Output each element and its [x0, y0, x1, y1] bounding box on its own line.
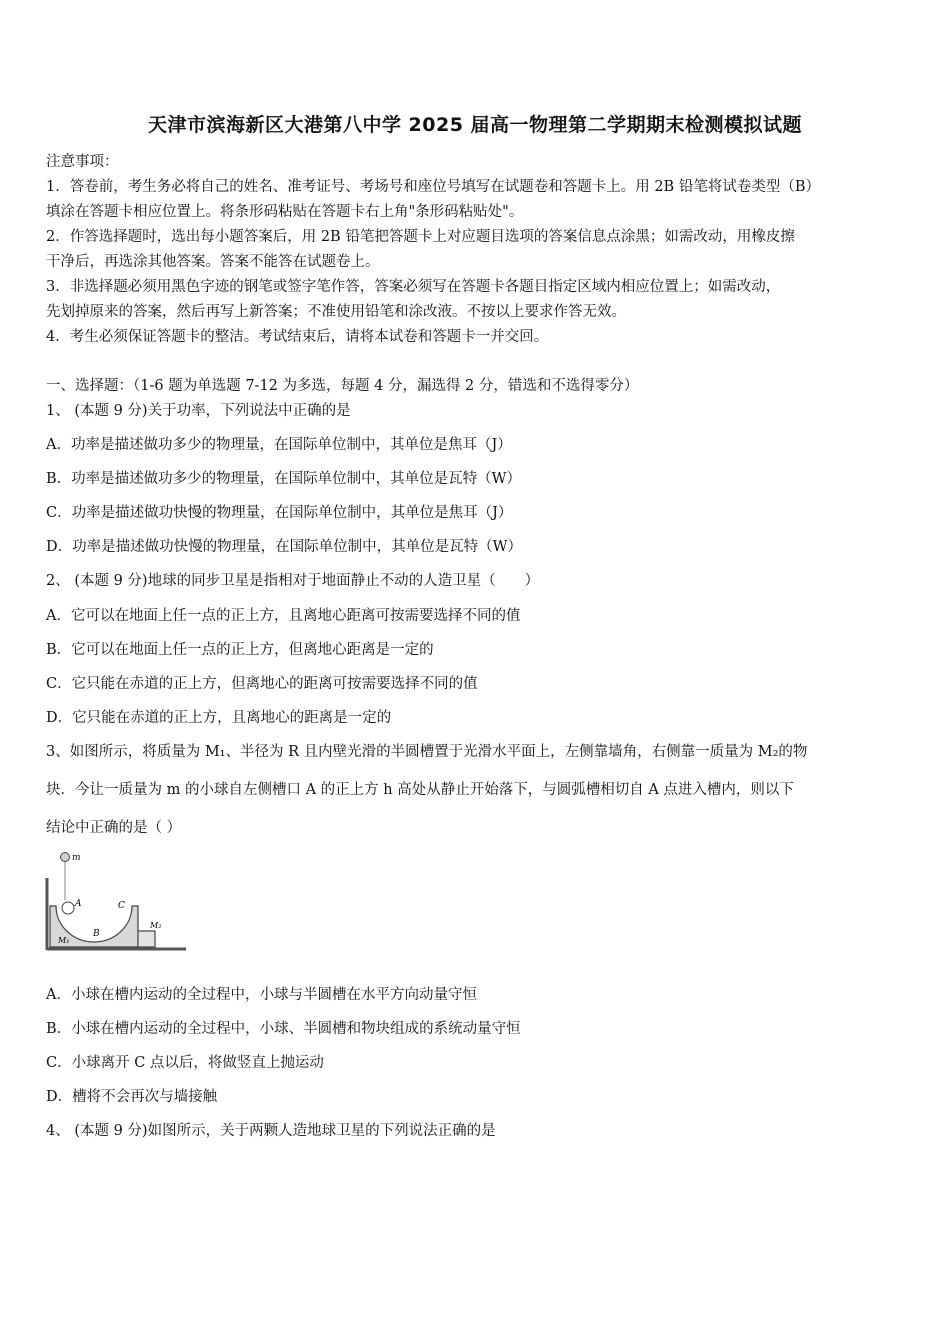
q3-option-d: D．槽将不会再次与墙接触 — [46, 1089, 218, 1105]
q3-stem-line-2: 块．今让一质量为 m 的小球自左侧槽口 A 的正上方 h 高处从静止开始落下，与圆弧槽相切自 A 点进入槽内，则以下 — [46, 782, 794, 798]
q1-option-b: B．功率是描述做功多少的物理量，在国际单位制中，其单位是瓦特（W） — [46, 471, 522, 487]
notice-line-6: 先划掉原来的答案，然后再写上新答案；不准使用铅笔和涂改液。不按以上要求作答无效。 — [46, 304, 626, 320]
notice-line-4: 干净后，再选涂其他答案。答案不能答在试题卷上。 — [46, 254, 380, 270]
label-b: B — [93, 929, 100, 939]
section-heading: 一、选择题：（1-6 题为单选题 7-12 为多选，每题 4 分，漏选得 2 分，错选和不选得零分） — [46, 378, 639, 394]
ball-m — [61, 853, 70, 862]
q3-option-a: A．小球在槽内运动的全过程中，小球与半圆槽在水平方向动量守恒 — [46, 987, 477, 1003]
q2-option-a: A．它可以在地面上任一点的正上方，且离地心距离可按需要选择不同的值 — [46, 608, 521, 624]
q2-stem: 2、 (本题 9 分)地球的同步卫星是指相对于地面静止不动的人造卫星（ ） — [46, 573, 540, 589]
label-m2: M₂ — [150, 921, 162, 930]
label-m1: M₁ — [58, 936, 70, 945]
notice-line-5: 3．非选择题必须用黑色字迹的钢笔或签字笔作答，答案必须写在答题卡各题目指定区域内相应位置上；如需改动， — [46, 279, 781, 295]
page-title: 天津市滨海新区大港第八中学 2025 届高一物理第二学期期末检测模拟试题 — [147, 114, 803, 136]
block-m2 — [138, 931, 155, 947]
q2-option-b: B．它可以在地面上任一点的正上方，但离地心距离是一定的 — [46, 642, 434, 658]
q4-stem: 4、 (本题 9 分)如图所示，关于两颗人造地球卫星的下列说法正确的是 — [46, 1123, 496, 1139]
q3-option-c: C．小球离开 C 点以后，将做竖直上抛运动 — [46, 1055, 324, 1071]
q2-option-c: C．它只能在赤道的正上方，但离地心的距离可按需要选择不同的值 — [46, 676, 478, 692]
label-c: C — [118, 901, 125, 911]
q1-stem: 1、 (本题 9 分)关于功率，下列说法中正确的是 — [46, 403, 351, 419]
label-a: A — [75, 899, 82, 909]
notice-heading: 注意事项： — [46, 154, 119, 170]
q3-stem-line-3: 结论中正确的是（ ） — [46, 820, 182, 836]
half-trough-diagram — [44, 848, 189, 956]
notice-line-1: 1．答卷前，考生务必将自己的姓名、准考证号、考场号和座位号填写在试题卷和答题卡上。用 2B 铅笔将试卷类型（B） — [46, 179, 820, 195]
q3-stem-line-1: 3、如图所示，将质量为 M₁、半径为 R 且内壁光滑的半圆槽置于光滑水平面上，左侧靠墙角，右侧靠一质量为 M₂的物 — [46, 744, 808, 760]
notice-line-7: 4．考生必须保证答题卡的整洁。考试结束后，请将本试卷和答题卡一并交回。 — [46, 329, 549, 345]
q1-option-d: D．功率是描述做功快慢的物理量，在国际单位制中，其单位是瓦特（W） — [46, 539, 523, 555]
q2-option-d: D．它只能在赤道的正上方，且离地心的距离是一定的 — [46, 710, 392, 726]
q1-option-c: C．功率是描述做功快慢的物理量，在国际单位制中，其单位是焦耳（J） — [46, 505, 513, 521]
ball-at-a — [62, 902, 74, 914]
q1-option-a: A．功率是描述做功多少的物理量，在国际单位制中，其单位是焦耳（J） — [46, 437, 512, 453]
q3-option-b: B．小球在槽内运动的全过程中，小球、半圆槽和物块组成的系统动量守恒 — [46, 1021, 521, 1037]
notice-line-2: 填涂在答题卡相应位置上。将条形码粘贴在答题卡右上角"条形码粘贴处"。 — [46, 204, 524, 220]
notice-line-3: 2．作答选择题时，选出每小题答案后，用 2B 铅笔把答题卡上对应题目选项的答案信息点涂黑；如需改动，用橡皮擦 — [46, 229, 795, 245]
label-m: m — [72, 853, 81, 863]
